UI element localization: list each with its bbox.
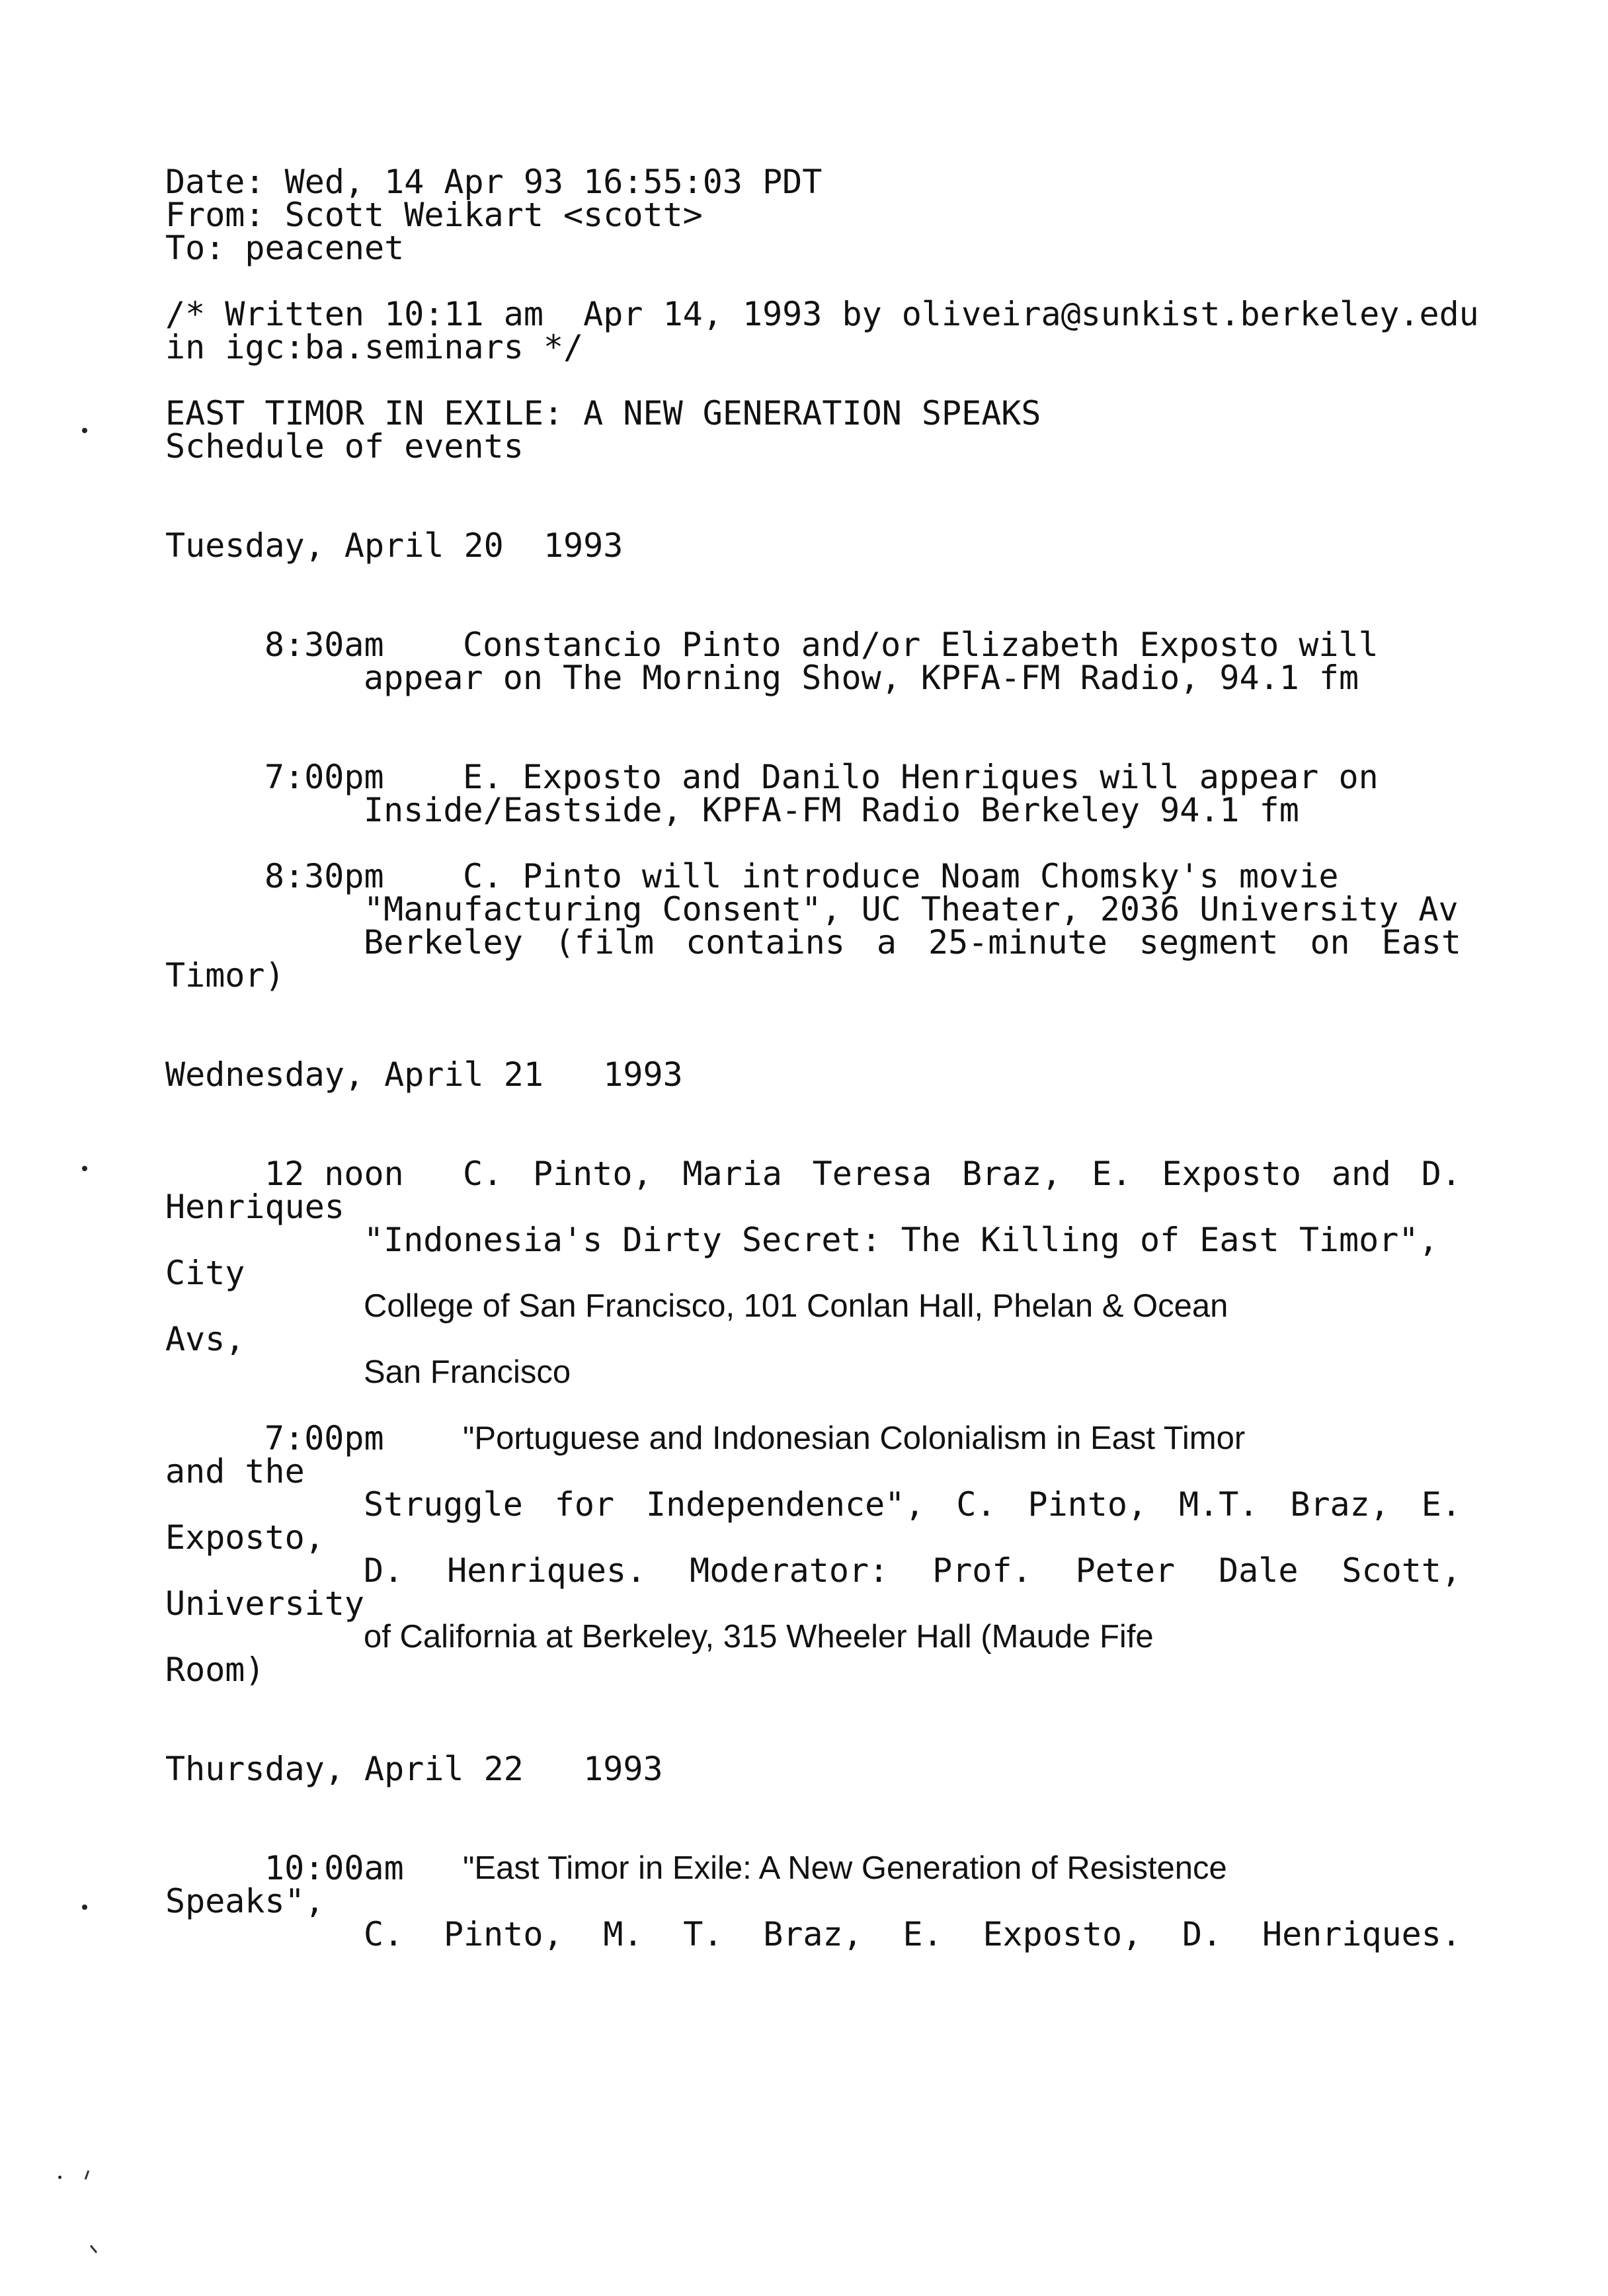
email-to-line: To: peacenet — [165, 229, 405, 267]
page-subtitle: Schedule of events — [165, 427, 524, 466]
event-line: "Manufacturing Consent", UC Theater, 2036 University Av — [364, 890, 1459, 928]
event-line: D. Henriques. Moderator: Prof. Peter Dale Scott, — [364, 1551, 1461, 1590]
event-line: "Indonesia's Dirty Secret: The Killing of East Timor", — [364, 1221, 1439, 1259]
event-line: Speaks", — [165, 1882, 325, 1920]
event-line: Struggle for Independence", C. Pinto, M.T. Braz, E. — [364, 1485, 1461, 1524]
event-time: 10:00am — [264, 1849, 404, 1887]
email-date-line: Date: Wed, 14 Apr 93 16:55:03 PDT — [165, 163, 823, 201]
event-line: Henriques — [165, 1188, 344, 1226]
event-line: C. Pinto will introduce Noam Chomsky's movie — [463, 857, 1339, 895]
event-time: 12 noon — [264, 1155, 404, 1193]
event-line: Constancio Pinto and/or Elizabeth Exposto will — [463, 626, 1379, 664]
page-title: EAST TIMOR IN EXILE: A NEW GENERATION SPEAKS — [165, 394, 1041, 432]
scan-speck — [82, 1905, 87, 1910]
event-line: City — [165, 1254, 245, 1292]
event-line: appear on The Morning Show, KPFA-FM Radio, 94.1 fm — [364, 659, 1359, 697]
event-line: "Portuguese and Indonesian Colonialism in East Timor — [463, 1420, 1246, 1456]
event-line: Inside/Eastside, KPFA-FM Radio Berkeley 94.1 fm — [364, 791, 1299, 829]
event-line: E. Exposto and Danilo Henriques will appear on — [463, 758, 1379, 796]
event-line: University — [165, 1584, 365, 1623]
scan-speck — [82, 1166, 87, 1171]
scan-speck — [90, 2245, 97, 2254]
event-time: 8:30pm — [264, 857, 384, 895]
event-line: San Francisco — [364, 1354, 571, 1390]
event-line: Exposto, — [165, 1518, 325, 1557]
event-line: C. Pinto, M. T. Braz, E. Exposto, D. Henriques. — [364, 1915, 1461, 1953]
event-line: Room) — [165, 1651, 265, 1689]
email-from-line: From: Scott Weikart <scott> — [165, 196, 703, 234]
event-time: 7:00pm — [264, 1419, 384, 1457]
event-line: C. Pinto, Maria Teresa Braz, E. Exposto and D. — [463, 1155, 1461, 1193]
event-line: and the — [165, 1452, 305, 1491]
event-line: "East Timor in Exile: A New Generation of Resistence — [463, 1850, 1227, 1886]
day-heading-tuesday: Tuesday, April 20 1993 — [165, 526, 623, 565]
event-line: Berkeley (film contains a 25-minute segment on East — [364, 923, 1461, 962]
event-time: 7:00pm — [264, 758, 384, 796]
scan-speck — [58, 2176, 61, 2179]
event-time: 8:30am — [264, 626, 384, 664]
event-line: College of San Francisco, 101 Conlan Hall, Phelan & Ocean — [364, 1288, 1228, 1324]
scan-speck — [82, 428, 87, 433]
event-line: Timor) — [165, 956, 285, 995]
day-heading-thursday: Thursday, April 22 1993 — [165, 1750, 663, 1788]
scan-speck — [85, 2170, 90, 2180]
event-line: of California at Berkeley, 315 Wheeler Hall (Maude Fife — [364, 1619, 1154, 1655]
event-line: Avs, — [165, 1320, 245, 1358]
day-heading-wednesday: Wednesday, April 21 1993 — [165, 1055, 683, 1094]
written-line-1: /* Written 10:11 am Apr 14, 1993 by oliveira@sunkist.berkeley.edu — [165, 295, 1479, 333]
written-line-2: in igc:ba.seminars */ — [165, 328, 584, 366]
